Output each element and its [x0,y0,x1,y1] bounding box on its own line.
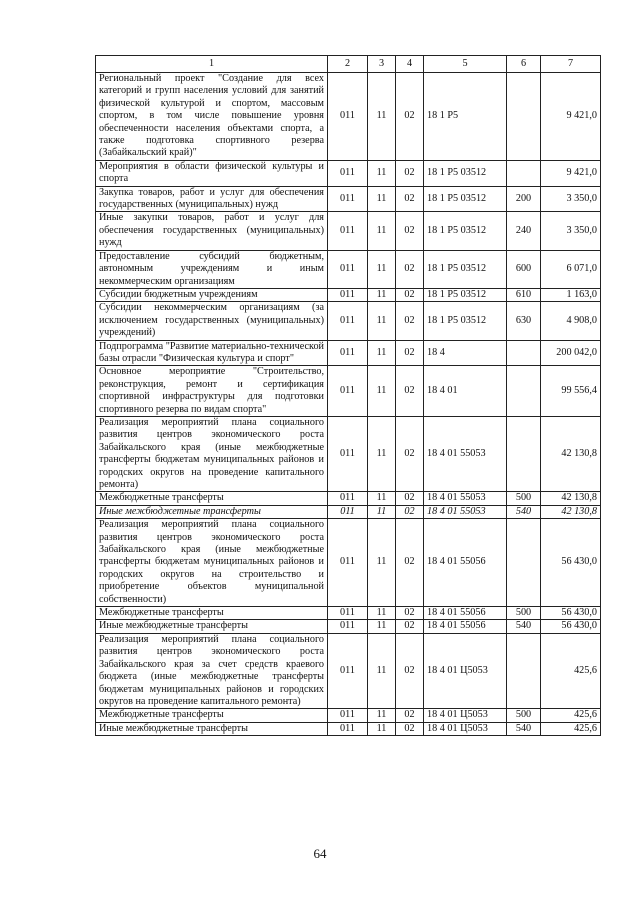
cell-amount: 1 163,0 [541,288,601,301]
cell-target-article: 18 4 01 55056 [424,519,507,607]
cell-amount: 42 130,8 [541,416,601,491]
table-row [96,722,601,735]
header-col-2: 2 [328,56,368,73]
cell-target-article: 18 4 01 55053 [424,492,507,505]
cell-ministry-code: 011 [328,302,368,340]
table-row [96,607,601,620]
cell-amount: 425,6 [541,722,601,735]
table-row [96,212,601,250]
cell-target-article: 18 1 P5 03512 [424,212,507,250]
cell-amount: 42 130,8 [541,492,601,505]
cell-subsection: 02 [396,302,424,340]
table-row [96,709,601,722]
cell-target-article: 18 1 P5 03512 [424,288,507,301]
table-row [96,73,601,161]
cell-section: 11 [368,250,396,288]
cell-subsection: 02 [396,186,424,212]
cell-target-article: 18 4 01 Ц5053 [424,722,507,735]
cell-subsection: 02 [396,416,424,491]
table-row [96,366,601,417]
cell-expense-type [507,519,541,607]
cell-amount: 425,6 [541,709,601,722]
cell-ministry-code: 011 [328,160,368,186]
cell-expense-type: 630 [507,302,541,340]
cell-target-article: 18 1 P5 03512 [424,186,507,212]
cell-expense-type: 540 [507,505,541,518]
table-row [96,633,601,708]
header-col-3: 3 [368,56,396,73]
table-row [96,250,601,288]
cell-subsection: 02 [396,505,424,518]
cell-amount: 99 556,4 [541,366,601,417]
table-row [96,340,601,366]
cell-name: Субсидии бюджетным учреждениям [96,288,328,301]
cell-section: 11 [368,302,396,340]
cell-amount: 4 908,0 [541,302,601,340]
cell-ministry-code: 011 [328,633,368,708]
cell-name: Подпрограмма "Развитие материально-технической базы отрасли "Физическая культура и спорт" [96,340,328,366]
cell-target-article: 18 4 01 [424,366,507,417]
cell-section: 11 [368,340,396,366]
header-col-4: 4 [396,56,424,73]
cell-expense-type [507,340,541,366]
cell-expense-type [507,73,541,161]
header-col-7: 7 [541,56,601,73]
cell-target-article: 18 1 P5 03512 [424,250,507,288]
cell-section: 11 [368,73,396,161]
cell-section: 11 [368,633,396,708]
cell-name: Иные закупки товаров, работ и услуг для обеспечения государственных (муниципальных) нужд [96,212,328,250]
cell-section: 11 [368,519,396,607]
cell-expense-type: 540 [507,722,541,735]
cell-section: 11 [368,505,396,518]
cell-section: 11 [368,366,396,417]
cell-amount: 425,6 [541,633,601,708]
cell-expense-type: 610 [507,288,541,301]
cell-name: Субсидии некоммерческим организациям (за исключением государственных (муниципальных) учреждений) [96,302,328,340]
header-col-5: 5 [424,56,507,73]
cell-name: Реализация мероприятий плана социального развития центров экономического роста Забайкальского края (иные межбюджетные трансферты бюджетам муниципальных районов и городских округов на проведение капитального ремонта) [96,416,328,491]
cell-subsection: 02 [396,709,424,722]
cell-amount: 3 350,0 [541,186,601,212]
cell-name: Мероприятия в области физической культуры и спорта [96,160,328,186]
cell-target-article: 18 4 01 Ц5053 [424,709,507,722]
cell-name: Иные межбюджетные трансферты [96,722,328,735]
cell-ministry-code: 011 [328,519,368,607]
cell-subsection: 02 [396,366,424,417]
cell-name: Предоставление субсидий бюджетным, автономным учреждениям и иным некоммерческим организациям [96,250,328,288]
header-col-1: 1 [96,56,328,73]
cell-ministry-code: 011 [328,366,368,417]
cell-subsection: 02 [396,620,424,633]
cell-amount: 3 350,0 [541,212,601,250]
cell-section: 11 [368,722,396,735]
cell-expense-type: 200 [507,186,541,212]
budget-table [95,55,601,736]
cell-name: Реализация мероприятий плана социального развития центров экономического роста Забайкальского края за счет средств краевого бюджета (иные межбюджетные трансферты бюджетам муниципальных районов и городских округов на проведение капитального ремонта) [96,633,328,708]
cell-subsection: 02 [396,73,424,161]
cell-expense-type: 500 [507,607,541,620]
cell-subsection: 02 [396,722,424,735]
cell-target-article: 18 4 [424,340,507,366]
cell-amount: 42 130,8 [541,505,601,518]
cell-expense-type [507,633,541,708]
cell-ministry-code: 011 [328,722,368,735]
cell-ministry-code: 011 [328,288,368,301]
cell-section: 11 [368,212,396,250]
cell-section: 11 [368,416,396,491]
cell-subsection: 02 [396,492,424,505]
cell-subsection: 02 [396,160,424,186]
header-col-6: 6 [507,56,541,73]
table-row [96,160,601,186]
cell-ministry-code: 011 [328,709,368,722]
cell-ministry-code: 011 [328,73,368,161]
table-row [96,302,601,340]
cell-amount: 9 421,0 [541,160,601,186]
cell-ministry-code: 011 [328,607,368,620]
cell-name: Реализация мероприятий плана социального развития центров экономического роста Забайкальского края (иные межбюджетные трансферты бюджетам муниципальных районов и городских округов на строительство и приобретение объектов муниципальной собственности) [96,519,328,607]
cell-ministry-code: 011 [328,620,368,633]
page-number: 64 [313,846,327,861]
cell-name: Закупка товаров, работ и услуг для обеспечения государственных (муниципальных) нужд [96,186,328,212]
cell-name: Иные межбюджетные трансферты [96,620,328,633]
cell-target-article: 18 4 01 Ц5053 [424,633,507,708]
cell-ministry-code: 011 [328,186,368,212]
cell-expense-type: 500 [507,709,541,722]
table-row [96,186,601,212]
cell-ministry-code: 011 [328,492,368,505]
table-row [96,288,601,301]
cell-subsection: 02 [396,212,424,250]
cell-subsection: 02 [396,288,424,301]
cell-subsection: 02 [396,340,424,366]
cell-amount: 56 430,0 [541,519,601,607]
cell-target-article: 18 4 01 55056 [424,620,507,633]
cell-name: Основное мероприятие "Строительство, реконструкция, ремонт и сертификация спортивной инфраструктуры для подготовки спортивного резерва по видам спорта" [96,366,328,417]
cell-name: Региональный проект "Создание для всех категорий и групп населения условий для занятий физической культурой и спортом, массовым спортом, в том числе повышение уровня обеспеченности населения объектами спорта, а также подготовка спортивного резерва (Забайкальский край)" [96,73,328,161]
cell-amount: 56 430,0 [541,607,601,620]
cell-target-article: 18 4 01 55053 [424,505,507,518]
table-header-row [96,56,601,73]
cell-ministry-code: 011 [328,212,368,250]
cell-expense-type: 500 [507,492,541,505]
cell-amount: 56 430,0 [541,620,601,633]
cell-section: 11 [368,288,396,301]
cell-section: 11 [368,607,396,620]
cell-target-article: 18 1 P5 03512 [424,302,507,340]
cell-section: 11 [368,160,396,186]
cell-subsection: 02 [396,607,424,620]
cell-ministry-code: 011 [328,250,368,288]
cell-expense-type [507,416,541,491]
cell-section: 11 [368,709,396,722]
table-row [96,505,601,518]
cell-amount: 200 042,0 [541,340,601,366]
cell-target-article: 18 1 P5 [424,73,507,161]
cell-target-article: 18 4 01 55053 [424,416,507,491]
cell-name: Межбюджетные трансферты [96,492,328,505]
cell-expense-type [507,160,541,186]
cell-name: Межбюджетные трансферты [96,607,328,620]
cell-subsection: 02 [396,519,424,607]
cell-section: 11 [368,186,396,212]
table-row [96,519,601,607]
table-row [96,492,601,505]
cell-section: 11 [368,492,396,505]
table-row [96,416,601,491]
table-body [96,73,601,736]
cell-expense-type: 540 [507,620,541,633]
cell-subsection: 02 [396,633,424,708]
table-row [96,620,601,633]
cell-ministry-code: 011 [328,416,368,491]
cell-expense-type: 240 [507,212,541,250]
cell-name: Иные межбюджетные трансферты [96,505,328,518]
cell-amount: 9 421,0 [541,73,601,161]
cell-ministry-code: 011 [328,340,368,366]
cell-name: Межбюджетные трансферты [96,709,328,722]
cell-target-article: 18 1 P5 03512 [424,160,507,186]
cell-expense-type [507,366,541,417]
cell-amount: 6 071,0 [541,250,601,288]
cell-subsection: 02 [396,250,424,288]
cell-section: 11 [368,620,396,633]
cell-target-article: 18 4 01 55056 [424,607,507,620]
cell-ministry-code: 011 [328,505,368,518]
cell-expense-type: 600 [507,250,541,288]
